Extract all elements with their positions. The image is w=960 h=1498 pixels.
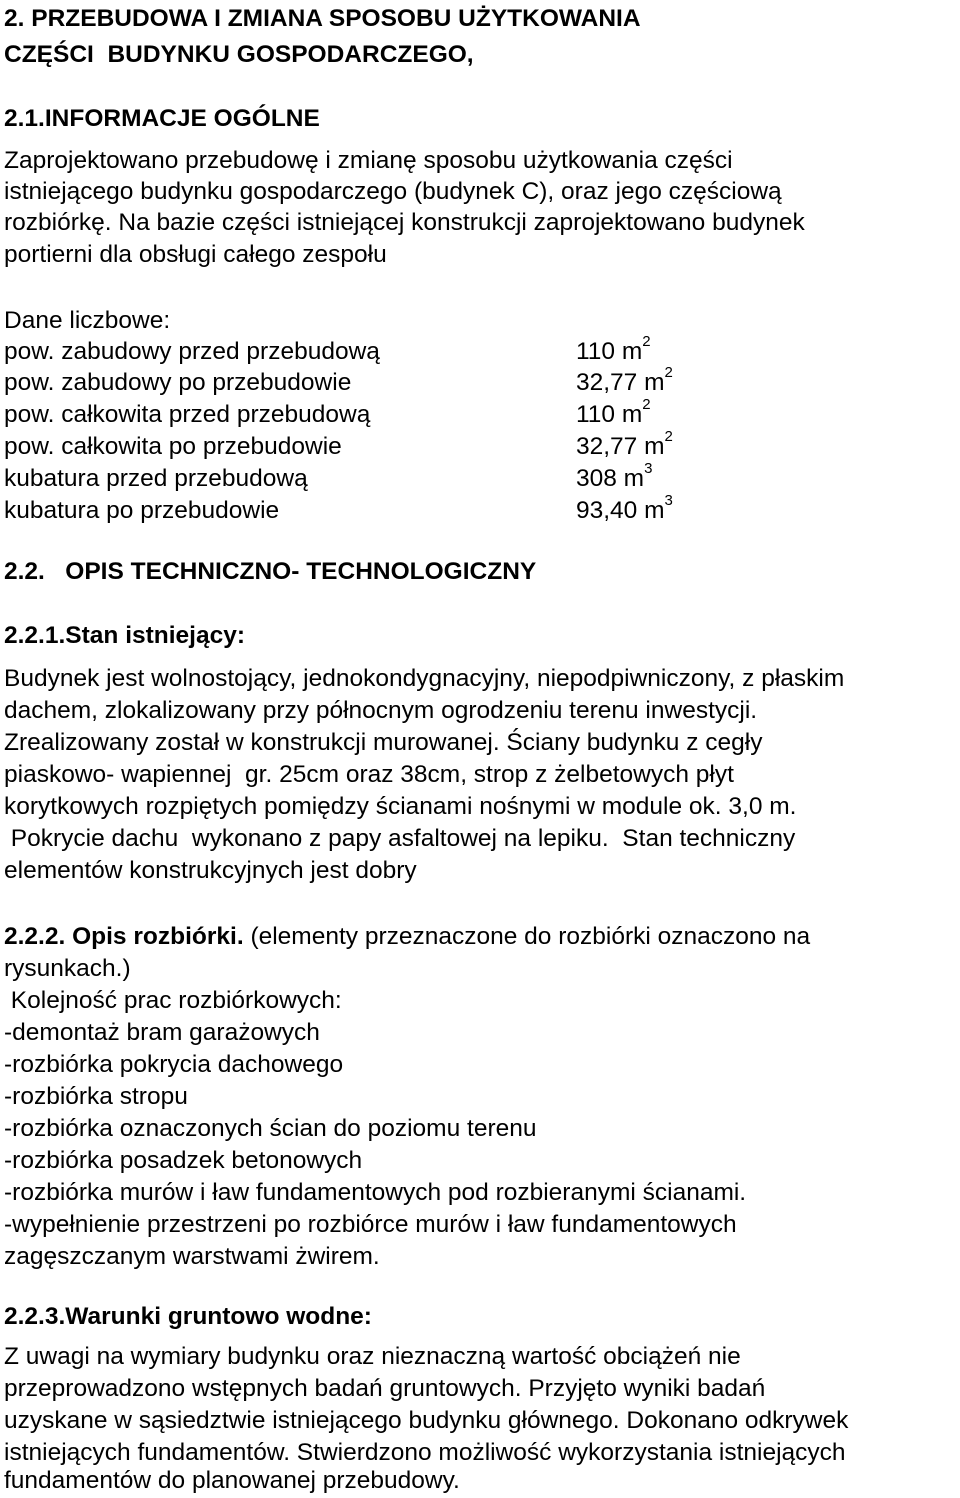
list-item: -wypełnienie przestrzeni po rozbiórce murów i ław fundamentowych — [4, 1211, 737, 1238]
section-2-2-3-heading: 2.2.3.Warunki gruntowo wodne: — [4, 1303, 372, 1330]
section-2-2-3-line: istniejących fundamentów. Stwierdzono możliwość wykorzystania istniejących — [4, 1439, 846, 1466]
list-item: zagęszczanym warstwami żwirem. — [4, 1243, 380, 1270]
section-2-2-3-line: przeprowadzono wstępnych badań gruntowych. Przyjęto wyniki badań — [4, 1375, 766, 1402]
dane-row-label: kubatura po przebudowie — [4, 497, 280, 524]
section-2-2-2-list-label: Kolejność prac rozbiórkowych: — [4, 987, 342, 1014]
section-2-1-heading: 2.1.INFORMACJE OGÓLNE — [4, 105, 320, 132]
section-2-2-1-line: elementów konstrukcyjnych jest dobry — [4, 857, 417, 884]
section-2-2-2-intro-text: (elementy przeznaczone do rozbiórki oznaczono na — [243, 923, 811, 950]
section-2-2-1-line: dachem, zlokalizowany przy północnym ogrodzeniu terenu inwestycji. — [4, 697, 758, 724]
section-2-2-1-line: Pokrycie dachu wykonano z papy asfaltowej na lepiku. Stan techniczny — [4, 825, 796, 852]
section-2-1-line: rozbiórkę. Na bazie części istniejącej konstrukcji zaprojektowano budynek — [4, 209, 805, 236]
dane-row-label: pow. całkowita po przebudowie — [4, 433, 342, 460]
dane-row-label: pow. zabudowy przed przebudową — [4, 338, 380, 365]
section-2-2-heading: 2.2. OPIS TECHNICZNO- TECHNOLOGICZNY — [4, 558, 537, 585]
section-2-2-1-line: Zrealizowany został w konstrukcji murowanej. Ściany budynku z cegły — [4, 729, 763, 756]
list-item: -rozbiórka oznaczonych ścian do poziomu terenu — [4, 1115, 537, 1142]
list-item: -rozbiórka murów i ław fundamentowych pod rozbieranymi ścianami. — [4, 1179, 747, 1206]
dane-row-label: pow. zabudowy po przebudowie — [4, 369, 352, 396]
dane-row-value: 308 $m^3$ — [576, 459, 653, 492]
section-2-1-line: portierni dla obsługi całego zespołu — [4, 241, 387, 268]
dane-row-value: 93,40 $m^3$ — [576, 491, 673, 524]
list-item: -rozbiórka stropu — [4, 1083, 188, 1110]
dane-row-value: 32,77 $m^2$ — [576, 363, 673, 396]
section-2-2-2-intro — [4, 922, 810, 952]
dane-row-value: 110 $m^2$ — [576, 395, 651, 428]
section-2-2-1-line: korytkowych rozpiętych pomiędzy ścianami nośnymi w module ok. 3,0 m. — [4, 793, 797, 820]
dane-row-value: 110 $m^2$ — [576, 332, 651, 365]
list-item: -rozbiórka posadzek betonowych — [4, 1147, 363, 1174]
dane-row-value: 32,77 $m^2$ — [576, 427, 673, 460]
section-2-2-1-line: Budynek jest wolnostojący, jednokondygnacyjny, niepodpiwniczony, z płaskim — [4, 665, 845, 692]
section-2-2-3-line: Z uwagi na wymiary budynku oraz nieznaczną wartość obciążeń nie — [4, 1343, 741, 1370]
section-2-2-1-heading: 2.2.1.Stan istniejący: — [4, 622, 246, 649]
dane-row-label: kubatura przed przebudową — [4, 465, 308, 492]
section-2-2-3-line: fundamentów do planowanej przebudowy. — [4, 1467, 460, 1494]
section-2-2-3-line: uzyskane w sąsiedztwie istniejącego budynku głównego. Dokonano odkrywek — [4, 1407, 849, 1434]
dane-liczbowe-label: Dane liczbowe: — [4, 307, 171, 334]
section-2-1-line: Zaprojektowano przebudowę i zmianę sposobu użytkowania części — [4, 147, 733, 174]
section-2-2-2-heading: 2.2.2. Opis rozbiórki. — [4, 923, 244, 950]
title-line-1: 2. PRZEBUDOWA I ZMIANA SPOSOBU UŻYTKOWANIA — [4, 5, 641, 32]
section-2-1-line: istniejącego budynku gospodarczego (budynek C), oraz jego częściową — [4, 178, 782, 205]
list-item: -demontaż bram garażowych — [4, 1019, 320, 1046]
section-2-2-1-line: piaskowo- wapiennej gr. 25cm oraz 38cm, strop z żelbetowych płyt — [4, 761, 734, 788]
section-2-2-2-intro-line2: rysunkach.) — [4, 955, 131, 982]
dane-row-label: pow. całkowita przed przebudową — [4, 401, 371, 428]
title-line-2: CZĘŚCI BUDYNKU GOSPODARCZEGO, — [4, 41, 474, 68]
list-item: -rozbiórka pokrycia dachowego — [4, 1051, 344, 1078]
